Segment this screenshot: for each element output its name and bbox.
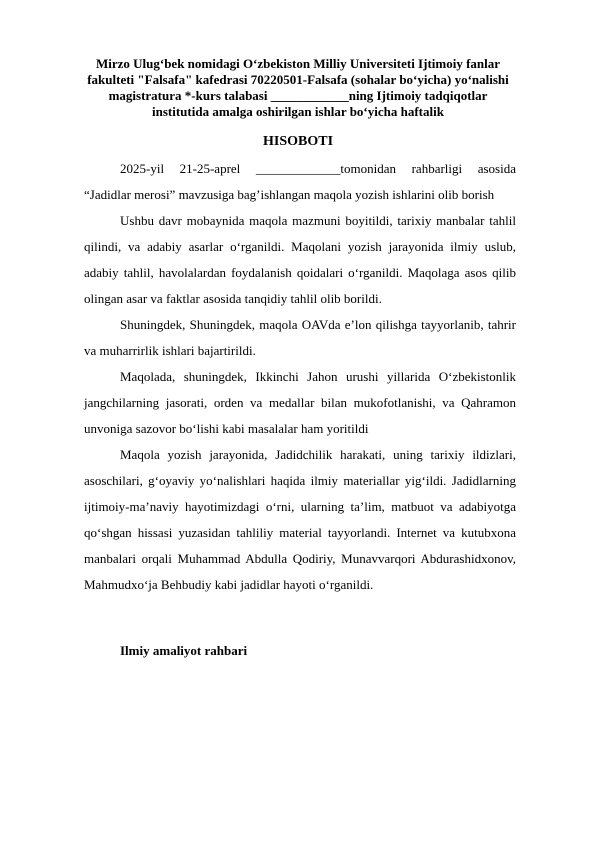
paragraph: 2025-yil 21-25-aprel _____________tomonidan rahbarligi asosida “Jadidlar merosi” mavzusiga bag’ishlangan maqola yozish ishlarini olib borish (84, 161, 516, 202)
paragraph: Maqolada, shuningdek, Ikkinchi Jahon urushi yillarida O‘zbekistonlik jangchilarning jasorati, orden va medallar bilan mukofotlanishi, va Qahramon unvoniga sazovor bo‘lishi kabi masalalar ham yoritildi (84, 369, 516, 436)
document-title: HISOBOTI (262, 134, 334, 149)
document-body (84, 156, 516, 598)
paragraph: Ushbu davr mobaynida maqola mazmuni boyitildi, tarixiy manbalar tahlil qilindi, va adabiy asarlar o‘rganildi. Maqolani yozish jarayonida ilmiy uslub, adabiy tahlil, havolalardan foydalanish qoidalari o‘rganildi. Maqolaga asos qilib olingan asar va faktlar asosida tanqidiy tahlil olib borildi. (84, 213, 516, 306)
paragraph: Shuningdek, Shuningdek, maqola OAVda e’lon qilishga tayyorlanib, tahrir va muharrirlik ishlari bajartirildi. (84, 317, 516, 358)
document-heading: Mirzo Ulug‘bek nomidagi O‘zbekiston Milliy Universiteti Ijtimoiy fanlar fakulteti "Falsafa" kafedrasi 70220501-Falsafa (sohalar bo‘yicha) yo‘nalishi magistratura *-kurs talabasi ____________ning Ijtimoiy tadqiqotlar institutida amalga oshirilgan ishlar bo‘yicha haftalik (87, 56, 509, 119)
paragraph: Maqola yozish jarayonida, Jadidchilik harakati, uning tarixiy ildizlari, asoschilari, g‘oyaviy yo‘nalishlari haqida ilmiy materiallar yig‘ildi. Jadidlarning ijtimoiy-ma’naviy hayotimizdagi o‘rni, ularning ta’lim, matbuot va adabiyotga qo‘shgan hissasi yuzasidan tahliliy material tayyorlandi. Internet va kutubxona manbalari orqali Muhammad Abdulla Qodiriy, Munavvarqori Abdurashidxonov, Mahmudxo‘ja Behbudiy kabi jadidlar hayoti o‘rganildi. (84, 447, 516, 592)
signature-label: Ilmiy amaliyot rahbari (120, 643, 248, 658)
